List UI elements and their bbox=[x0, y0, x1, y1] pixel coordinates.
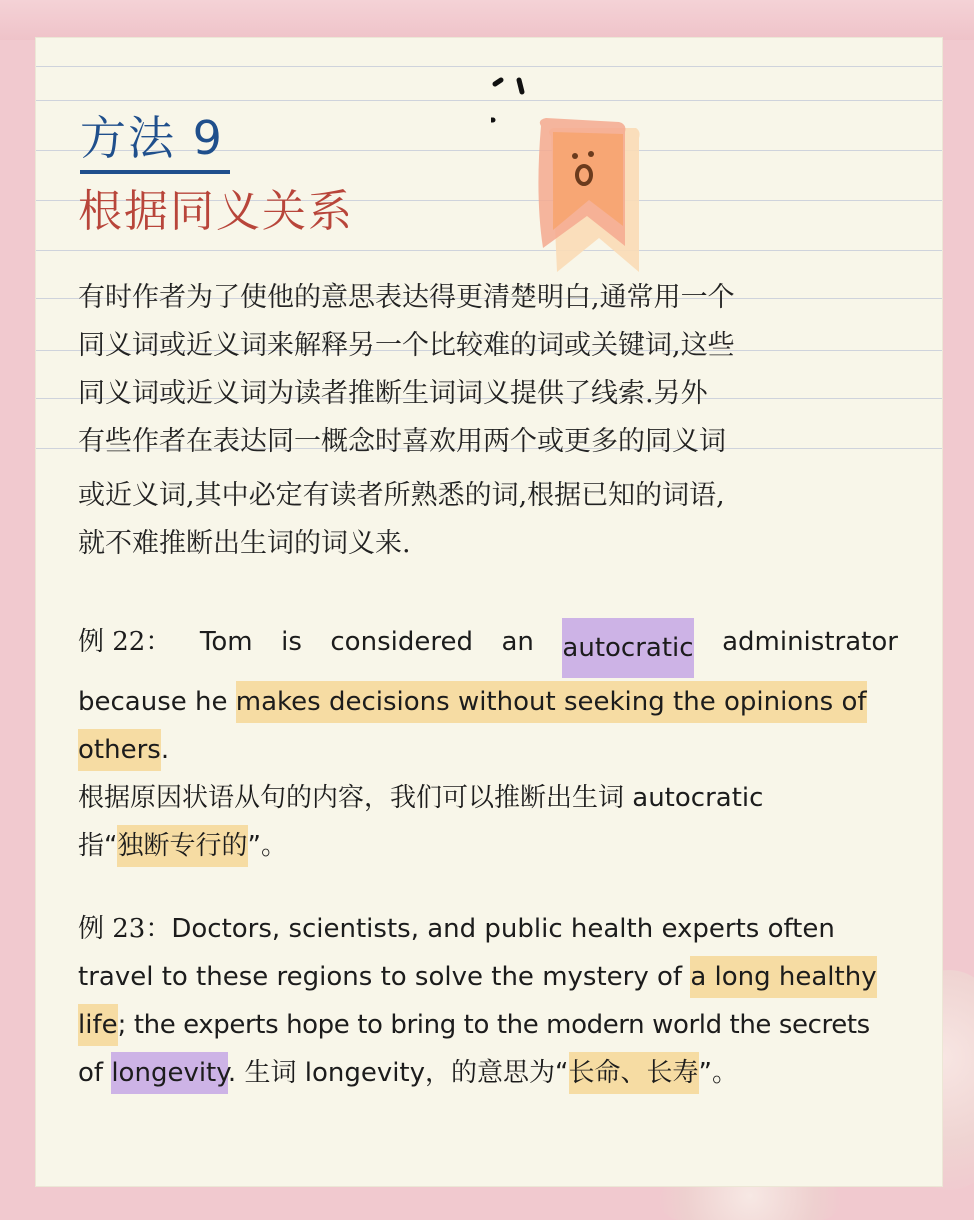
intro-paragraph bbox=[78, 274, 878, 568]
method-title: 方法 9 bbox=[80, 111, 224, 165]
clue-highlight: life bbox=[78, 1004, 118, 1046]
bookmark-sticker-icon bbox=[491, 76, 641, 286]
intro-line: 或近义词,其中必定有读者所熟悉的词,根据已知的词语, bbox=[78, 480, 725, 511]
background-decoration-bottom bbox=[660, 1180, 840, 1220]
word: is bbox=[281, 627, 302, 657]
example-line bbox=[78, 953, 898, 1001]
text: ; the experts hope to bring to the modern world the secrets bbox=[117, 1010, 870, 1040]
target-word-highlight: longevity bbox=[111, 1052, 228, 1094]
text: . 生词 longevity，的意思为“ bbox=[227, 1058, 569, 1088]
text: ”。 bbox=[698, 1058, 738, 1088]
example-line bbox=[78, 905, 898, 953]
ruled-line bbox=[36, 100, 942, 101]
example-line bbox=[78, 618, 898, 678]
meaning-highlight: 长命、长寿 bbox=[569, 1052, 699, 1094]
title-underline bbox=[80, 170, 230, 174]
text: because he bbox=[78, 687, 236, 717]
text: ”。 bbox=[247, 831, 287, 861]
background-top bbox=[0, 0, 974, 40]
explanation-line: 根据原因状语从句的内容，我们可以推断出生词 autocratic bbox=[78, 783, 764, 813]
example-line bbox=[78, 1049, 898, 1097]
clue-highlight: a long healthy bbox=[690, 956, 876, 998]
example-label: 例 22： bbox=[78, 627, 172, 657]
example-line bbox=[78, 1001, 898, 1049]
intro-line: 同义词或近义词来解释另一个比较难的词或关键词,这些 bbox=[78, 330, 735, 361]
meaning-highlight: 独断专行的 bbox=[117, 825, 247, 867]
example-line bbox=[78, 678, 898, 726]
method-subtitle: 根据同义关系 bbox=[78, 186, 354, 237]
notebook-paper bbox=[36, 38, 942, 1186]
ruled-line bbox=[36, 66, 942, 67]
word: administrator bbox=[722, 627, 898, 657]
explanation-line bbox=[78, 822, 898, 870]
intro-line: 就不难推断出生词的词义来. bbox=[78, 528, 411, 559]
word: an bbox=[501, 627, 534, 657]
ruled-line bbox=[36, 250, 942, 251]
intro-line: 同义词或近义词为读者推断生词词义提供了线索.另外 bbox=[78, 378, 708, 409]
clue-highlight: makes decisions without seeking the opinions of bbox=[236, 681, 867, 723]
clue-highlight: others bbox=[78, 729, 161, 771]
example-line bbox=[78, 726, 898, 774]
intro-line: 有时作者为了使他的意思表达得更清楚明白,通常用一个 bbox=[78, 282, 735, 313]
text: 指“ bbox=[78, 831, 118, 861]
word: Tom bbox=[199, 627, 253, 657]
target-word-highlight: autocratic bbox=[562, 618, 693, 678]
example-23 bbox=[78, 905, 898, 1097]
text: travel to these regions to solve the mystery of bbox=[78, 962, 691, 992]
intro-line: 有些作者在表达同一概念时喜欢用两个或更多的同义词 bbox=[78, 426, 726, 457]
text: . bbox=[160, 735, 170, 765]
example-22 bbox=[78, 618, 898, 870]
text: Doctors, scientists, and public health experts often bbox=[171, 914, 835, 944]
text: of bbox=[78, 1058, 112, 1088]
example-label: 例 23： bbox=[78, 914, 172, 944]
word: considered bbox=[330, 627, 473, 657]
